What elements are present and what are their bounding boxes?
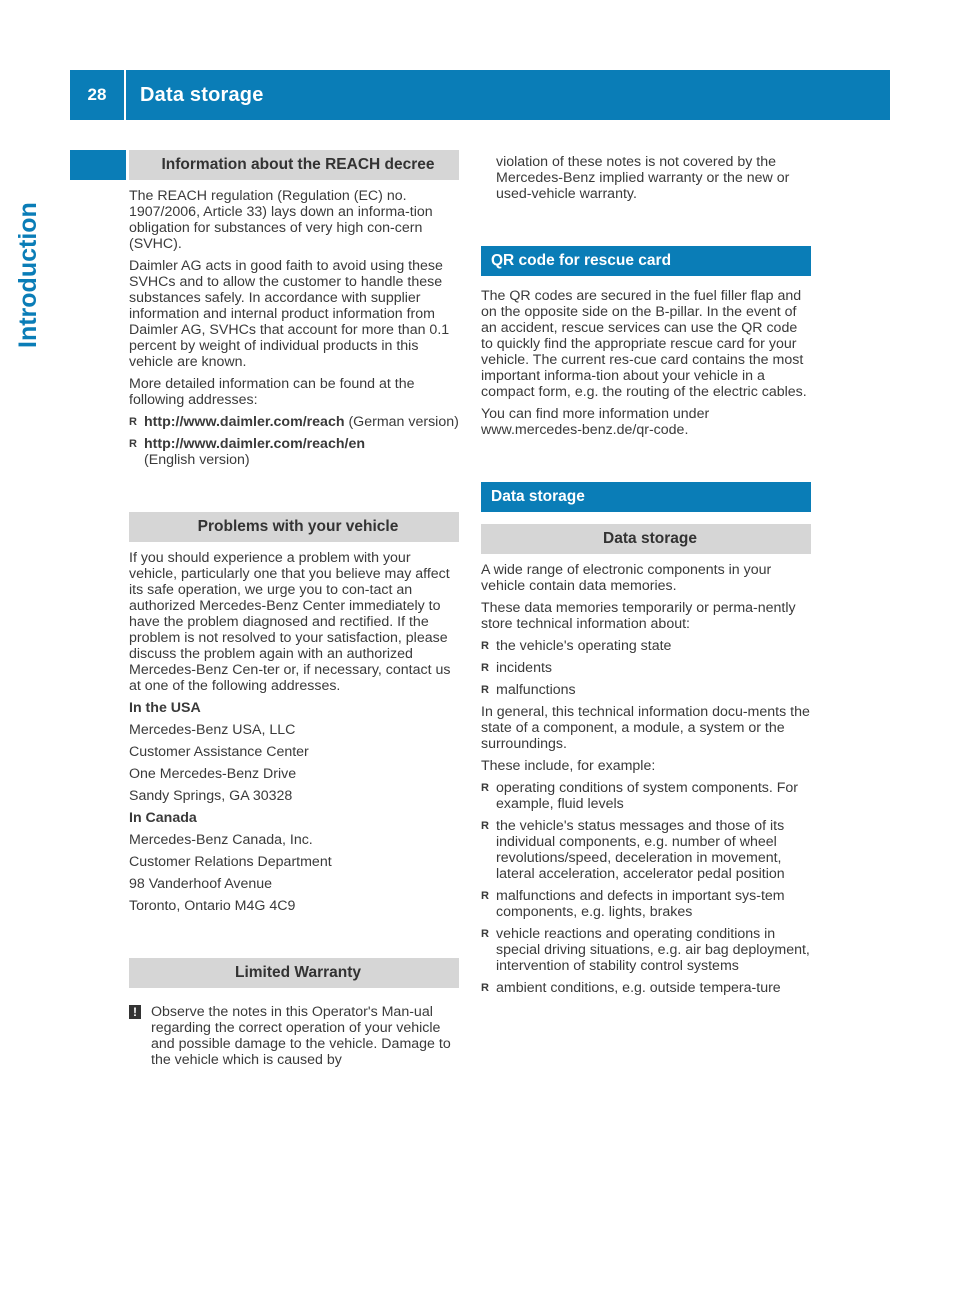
paragraph: The REACH regulation (Regulation (EC) no. 1907/2006, Article 33) lays down an informa-tion obligation for substances of very high con-cern (SVHC). bbox=[129, 188, 433, 252]
address-line: One Mercedes-Benz Drive bbox=[129, 766, 297, 782]
sidebar-tab-marker bbox=[70, 150, 126, 180]
address-line: Mercedes-Benz Canada, Inc. bbox=[129, 832, 313, 848]
paragraph: More detailed information can be found at the following addresses: bbox=[129, 376, 415, 408]
list-item: R ambient conditions, e.g. outside tempera-ture bbox=[481, 980, 811, 996]
paragraph: A wide range of electronic components in your vehicle contain data memories. bbox=[481, 562, 772, 594]
page-number: 28 bbox=[70, 70, 126, 120]
warning-text: Observe the notes in this Operator's Man-ual regarding the correct operation of your vehicle and possible damage to the vehicle. Damage to the vehicle which is caused by bbox=[151, 1004, 451, 1068]
address-line: Toronto, Ontario M4G 4C9 bbox=[129, 898, 296, 914]
address-line: Sandy Springs, GA 30328 bbox=[129, 788, 293, 804]
paragraph: If you should experience a problem with your vehicle, particularly one that you believe may affect its safe operation, we urge you to con-tact an authorized Mercedes-Benz Center immediately to have the problem diagnosed and rectified. If the problem is not resolved to your satisfaction, please discuss the problem again with an authorized Mercedes-Benz Cen-ter or, if necessary, contact us at one of the following addresses. bbox=[129, 550, 451, 694]
section-title: Data storage bbox=[140, 83, 264, 106]
paragraph: violation of these notes is not covered by the Mercedes-Benz implied warranty or the new or used-vehicle warranty. bbox=[496, 154, 790, 202]
link-note: (German version) bbox=[344, 414, 459, 430]
paragraph: Daimler AG acts in good faith to avoid using these SVHCs and to allow the customer to handle these substances safely. In accordance with supplier information and internal product information from Daimler AG, SVHCs that account for more than 0.1 percent by weight of individual products in this vehicle are known. bbox=[129, 258, 450, 370]
address-line: 98 Vanderhoof Avenue bbox=[129, 876, 273, 892]
list-item bbox=[129, 414, 459, 430]
list-item: R the vehicle's operating state bbox=[481, 638, 811, 654]
canada-label: In Canada bbox=[129, 810, 197, 826]
left-column bbox=[129, 150, 459, 1068]
list-item: R incidents bbox=[481, 660, 811, 676]
sidebar-chapter-label: Introduction bbox=[14, 202, 42, 348]
sidebar bbox=[70, 120, 126, 350]
list-item: R operating conditions of system components. For example, fluid levels bbox=[481, 780, 811, 812]
heading-data-storage-chapter: Data storage bbox=[481, 482, 811, 512]
paragraph: In general, this technical information docu-ments the state of a component, a module, a system or the surroundings. bbox=[481, 704, 810, 752]
bullet-list bbox=[481, 780, 811, 996]
list-item: R vehicle reactions and operating conditions in special driving situations, e.g. air bag deployment, intervention of stability control systems bbox=[481, 926, 811, 974]
paragraph: You can find more information under www.mercedes-benz.de/qr-code. bbox=[481, 406, 710, 438]
page-header bbox=[70, 70, 890, 120]
bullet-list bbox=[481, 638, 811, 698]
address-line: Customer Relations Department bbox=[129, 854, 332, 870]
list-item: R malfunctions and defects in important sys-tem components, e.g. lights, brakes bbox=[481, 888, 811, 920]
reach-link-english[interactable]: http://www.daimler.com/reach/en bbox=[144, 436, 366, 452]
warning-icon: ! bbox=[129, 1005, 141, 1019]
heading-data-storage: Data storage bbox=[481, 524, 811, 554]
heading-reach: Information about the REACH decree bbox=[129, 150, 459, 180]
paragraph: These include, for example: bbox=[481, 758, 656, 774]
paragraph: These data memories temporarily or perma-nently store technical information about: bbox=[481, 600, 796, 632]
link-list bbox=[129, 414, 459, 468]
list-item: R malfunctions bbox=[481, 682, 811, 698]
list-item bbox=[129, 436, 459, 468]
paragraph: The QR codes are secured in the fuel filler flap and on the opposite side on the B-pillar. In the event of an accident, rescue services can use the QR code to quickly find the appropriate rescue card for your vehicle. The current res-cue card contains the most important informa-tion about your vehicle in a compact form, e.g. the routing of the electric cables. bbox=[481, 288, 807, 400]
warning-note bbox=[129, 1004, 459, 1068]
heading-qr: QR code for rescue card bbox=[481, 246, 811, 276]
usa-label: In the USA bbox=[129, 700, 201, 716]
heading-warranty: Limited Warranty bbox=[129, 958, 459, 988]
reach-link-german[interactable]: http://www.daimler.com/reach bbox=[144, 414, 345, 430]
heading-problems: Problems with your vehicle bbox=[129, 512, 459, 542]
address-line: Customer Assistance Center bbox=[129, 744, 309, 760]
address-line: Mercedes-Benz USA, LLC bbox=[129, 722, 296, 738]
warranty-continuation bbox=[481, 154, 811, 202]
link-note: (English version) bbox=[144, 452, 250, 468]
list-item: R the vehicle's status messages and those of its individual components, e.g. number of wheel revolutions/speed, deceleration in movement, lateral acceleration, accelerator pedal position bbox=[481, 818, 811, 882]
right-column bbox=[481, 154, 811, 1002]
